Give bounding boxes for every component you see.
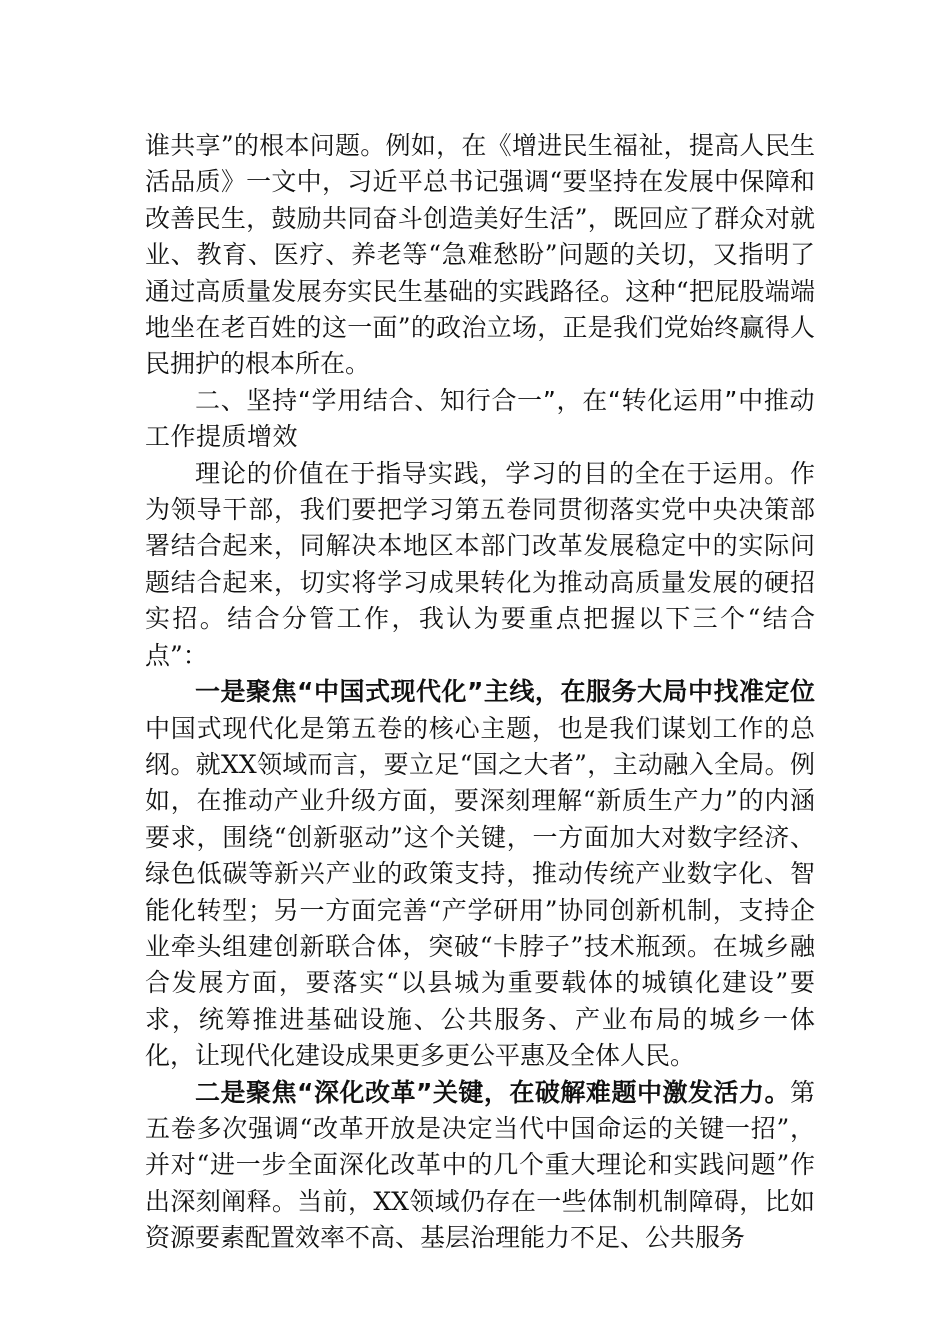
paragraph-point-one <box>145 674 815 1074</box>
paragraph-point-two <box>145 1075 815 1257</box>
paragraph-text: 谁共享”的根本问题。例如，在《增进民生福祉，提高人民生活品质》一文中，习近平总书记强调“要坚持在发展中保障和改善民生，鼓励共同奋斗创造美好生活”，既回应了群众对就业、教育、医疗、养老等“急难愁盼”问题的关切，又指明了通过高质量发展夯实民生基础的实践路径。这种“把屁股端端地坐在老百姓的这一面”的政治立场，正是我们党始终赢得人民拥护的根本所在。 <box>145 131 815 379</box>
paragraph-text: 理论的价值在于指导实践，学习的目的全在于运用。作为领导干部，我们要把学习第五卷同贯彻落实党中央决策部署结合起来，同解决本地区本部门改革发展稳定中的实际问题结合起来，切实将学习成果转化为推动高质量发展的硬招实招。结合分管工作，我认为要重点把握以下三个“结合点”： <box>145 458 815 670</box>
point-one-heading: 一是聚焦“中国式现代化”主线，在服务大局中找准定位 <box>195 677 815 707</box>
point-two-heading: 二是聚焦“深化改革”关键，在破解难题中激发活力。 <box>195 1077 790 1107</box>
section-heading-text: 二、坚持“学用结合、知行合一”，在“转化运用”中推动工作提质增效 <box>145 385 815 452</box>
paragraph-text: 第五卷多次强调“改革开放是决定当代中国命运的关键一招”，并对“进一步全面深化改革中的几个重大理论和实践问题”作出深刻阐释。当前，XX领域仍存在一些体制机制障碍，比如资源要素配置效率不高、基层治理能力不足、公共服务 <box>145 1077 815 1253</box>
paragraph-continued <box>145 128 815 383</box>
document-body <box>145 128 815 1257</box>
section-heading <box>145 383 815 456</box>
paragraph <box>145 456 815 674</box>
paragraph-text: 中国式现代化是第五卷的核心主题，也是我们谋划工作的总纲。就XX领域而言，要立足“国之大者”，主动融入全局。例如，在推动产业升级方面，要深刻理解“新质生产力”的内涵要求，围绕“创新驱动”这个关键，一方面加大对数字经济、绿色低碳等新兴产业的政策支持，推动传统产业数字化、智能化转型；另一方面完善“产学研用”协同创新机制，支持企业牵头组建创新联合体，突破“卡脖子”技术瓶颈。在城乡融合发展方面，要落实“以县城为重要载体的城镇化建设”要求，统筹推进基础设施、公共服务、产业布局的城乡一体化，让现代化建设成果更多更公平惠及全体人民。 <box>145 713 815 1071</box>
